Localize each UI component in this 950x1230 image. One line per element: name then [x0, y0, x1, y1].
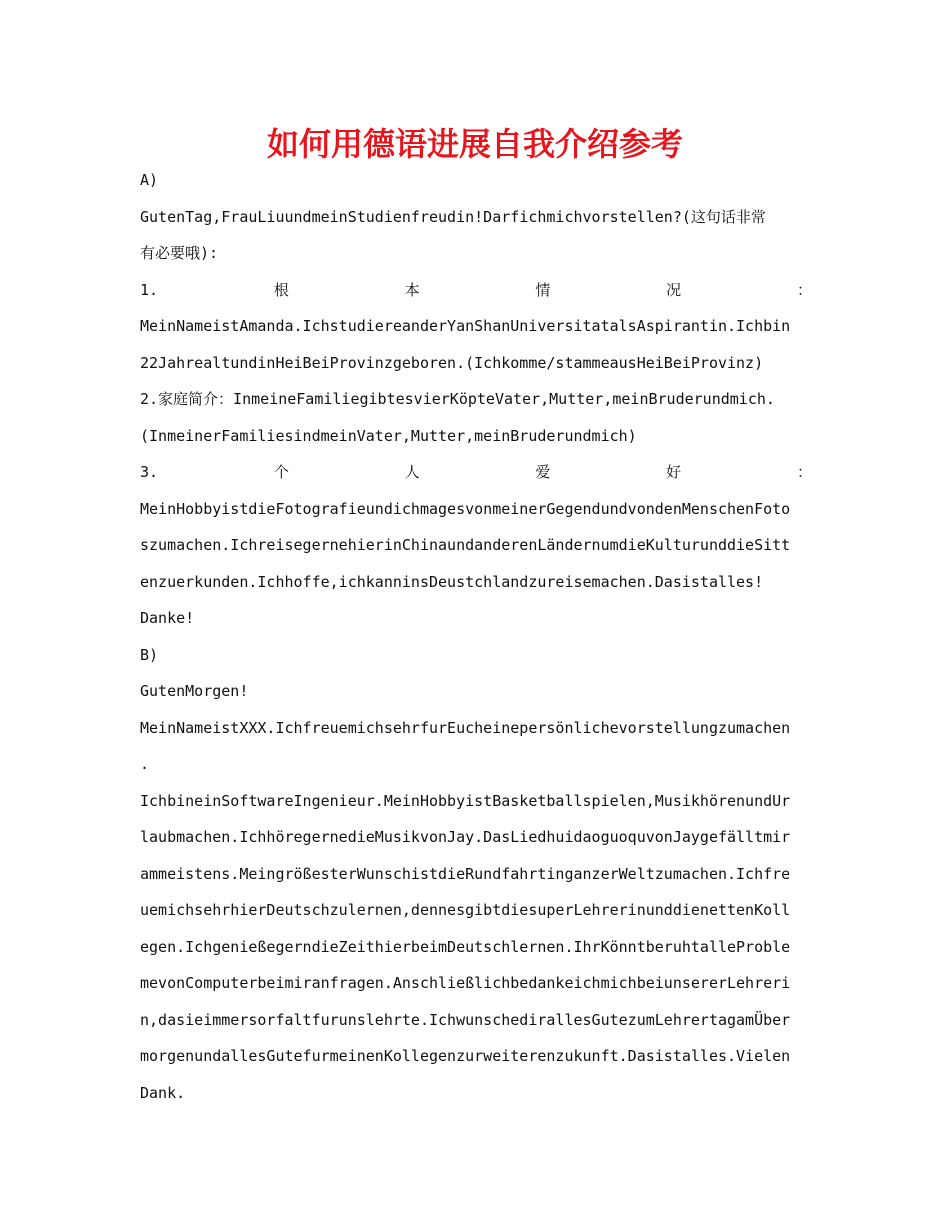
text-line: 22JahrealtundinHeiBeiProvinzgeboren.(Ichkomme/stammeausHeiBeiProvinz): [140, 353, 764, 372]
heading-glyph: 况: [666, 280, 682, 299]
heading-glyph: 3.: [140, 463, 159, 481]
heading-glyph: 人: [404, 463, 420, 481]
text-line: A): [140, 171, 159, 189]
heading-glyph: 根: [273, 280, 289, 299]
text-line: GutenTag,FrauLiuundmeinStudienfreudin!Darfichmichvorstellen?(这句话非常: [140, 207, 766, 226]
text-line: n,dasieimmersorfaltfurunslehrte.IchwunschedirallesGutezumLehrertagamÜber: [140, 1010, 791, 1029]
document-title: 如何用德语进展自我介绍参考: [266, 125, 683, 163]
section-heading-basic-info: [140, 272, 812, 309]
text-line: .: [140, 755, 150, 773]
text-line: morgenundallesGutefurmeinenKollegenzurweiterenzukunft.Dasistalles.Vielen: [140, 1047, 791, 1065]
heading-glyph: 1.: [140, 280, 159, 299]
document-body: [140, 162, 812, 1111]
text-line: MeinNameistXXX.IchfreuemichsehrfurEucheinepersönlichevorstellungzumachen: [140, 718, 791, 737]
text-line: enzuerkunden.Ichhoffe,ichkanninsDeustchlandzureisemachen.Dasistalles!: [140, 572, 764, 591]
text-line: szumachen.IchreisegernehierinChinaundanderenLändernumdieKulturunddieSitt: [140, 536, 791, 554]
text-line: Dank.: [140, 1083, 186, 1102]
text-line: laubmachen.IchhöregernedieMusikvonJay.DasLiedhuidaoguoquvonJaygefälltmir: [140, 828, 791, 846]
heading-glyph: ：: [796, 280, 812, 299]
text-line: MeinNameistAmanda.IchstudiereanderYanShanUniversitatalsAspirantin.Ichbin: [140, 317, 791, 335]
text-line: GutenMorgen!: [140, 682, 249, 700]
text-line: ammeistens.MeingrößesterWunschistdieRundfahrtinganzerWeltzumachen.Ichfre: [140, 864, 791, 883]
heading-glyph: ：: [796, 463, 812, 481]
text-line: (InmeinerFamiliesindmeinVater,Mutter,meinBruderundmich): [140, 426, 637, 445]
text-line: uemichsehrhierDeutschzulernen,dennesgibtdiesuperLehrerinunddienettenKoll: [140, 901, 791, 919]
heading-glyph: 情: [535, 280, 551, 299]
section-heading-hobbies: [140, 454, 812, 491]
text-line: 有必要哦):: [140, 244, 219, 262]
heading-glyph: 个: [273, 463, 289, 481]
text-line: egen.IchgenießegerndieZeithierbeimDeutschlernen.IhrKönntberuhtalleProble: [140, 937, 791, 956]
text-line: B): [140, 645, 159, 664]
heading-glyph: 爱: [535, 463, 551, 481]
heading-glyph: 好: [666, 463, 682, 481]
text-line: mevonComputerbeimiranfragen.AnschließlichbedankeichmichbeiunsererLehreri: [140, 974, 791, 992]
text-line: MeinHobbyistdieFotografieundichmagesvonmeinerGegendundvondenMenschenFoto: [140, 499, 791, 518]
text-line: IchbineinSoftwareIngenieur.MeinHobbyistBasketballspielen,MusikhörenundUr: [140, 791, 791, 810]
text-line: 2.家庭简介：InmeineFamiliegibtesvierKöpteVater,Mutter,meinBruderundmich.: [140, 390, 775, 408]
heading-glyph: 本: [404, 280, 420, 299]
text-line: Danke!: [140, 609, 195, 627]
